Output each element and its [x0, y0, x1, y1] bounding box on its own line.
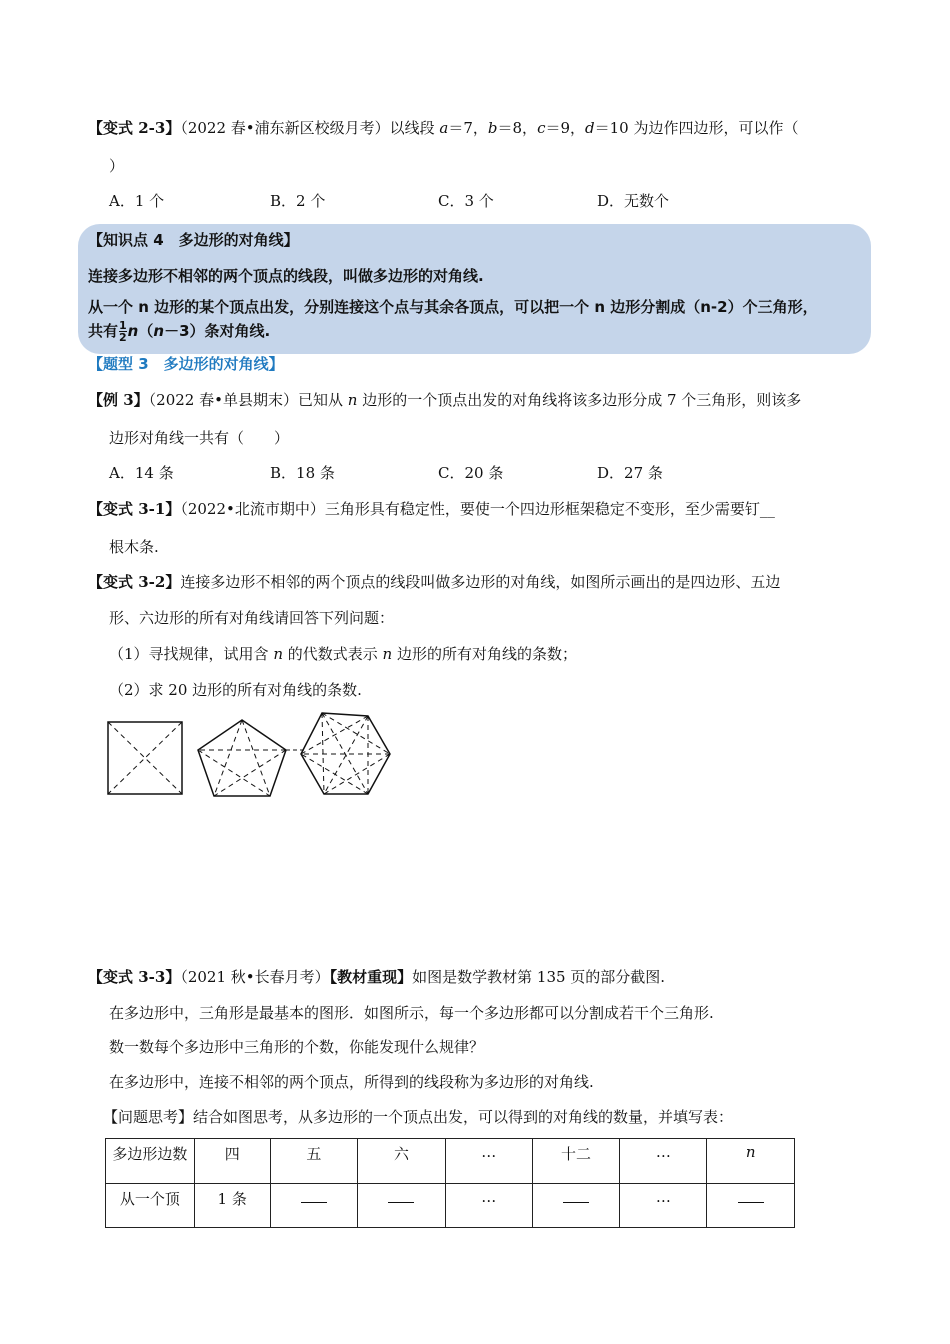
table-row	[106, 1183, 795, 1228]
ex3-tag: 【例 3】	[88, 391, 149, 409]
table-cell: 1 条	[194, 1183, 270, 1228]
v23-option-c: C．3 个	[438, 192, 494, 210]
v32-q1: （1）寻找规律，试用含 n 的代数式表示 n 边形的所有对角线的条数；	[109, 645, 577, 663]
ex3-option-c: C．20 条	[438, 464, 504, 482]
ex3-option-b: B．18 条	[270, 464, 335, 482]
table-cell-blank[interactable]	[532, 1183, 620, 1228]
v32-line1: 【变式 3-2】连接多边形不相邻的两个顶点的线段叫做多边形的对角线，如图所示画出的是四边形、五边	[88, 573, 781, 591]
v33-tag: 【变式 3-3】	[88, 968, 181, 986]
table-cell: 从一个顶	[106, 1183, 195, 1228]
table-cell: 四	[194, 1139, 270, 1184]
v33-p4: 【问题思考】结合如图思考，从多边形的一个顶点出发，可以得到的对角线的数量，并填写表：	[103, 1108, 734, 1126]
polygon-diagonals-figure	[100, 708, 400, 800]
quadrilateral-figure	[108, 722, 182, 794]
ex3-option-d: D．27 条	[597, 464, 663, 482]
val-b: ＝8，	[497, 119, 538, 137]
var-c: c	[537, 119, 546, 137]
ex3-option-a: A．14 条	[109, 464, 174, 482]
knowledge-line1: 连接多边形不相邻的两个顶点的线段，叫做多边形的对角线.	[88, 267, 484, 285]
var-a: a	[439, 119, 449, 137]
table-cell: …	[445, 1183, 532, 1228]
val-a: ＝7，	[448, 119, 488, 137]
v23-tag: 【变式 2-3】	[88, 119, 181, 137]
table-cell: 六	[358, 1139, 446, 1184]
table-cell: n	[707, 1139, 795, 1184]
table-cell: 五	[270, 1139, 358, 1184]
ex3-line1: 【例 3】（2022 春•单县期末）已知从 n 边形的一个顶点出发的对角线将该多边形分成 7 个三角形，则该多	[88, 391, 802, 409]
v33-p1: 在多边形中，三角形是最基本的图形．如图所示，每一个多边形都可以分割成若干个三角形.	[109, 1004, 714, 1022]
diagonal-count-table	[105, 1138, 795, 1228]
table-cell: …	[620, 1139, 707, 1184]
v23-line2: ）	[109, 157, 125, 175]
v33-p2: 数一数每个多边形中三角形的个数，你能发现什么规律？	[109, 1038, 485, 1056]
v31-line1: 【变式 3-1】（2022•北流市期中）三角形具有稳定性，要使一个四边形框架稳定不变形，至少需要钉__	[88, 500, 775, 518]
v23-option-b: B．2 个	[270, 192, 326, 210]
var-b: b	[487, 119, 498, 137]
v31-tag: 【变式 3-1】	[88, 500, 181, 518]
knowledge-line3: 共有 $\frac{1}{2}$ n（n－3）条对角线.	[88, 319, 271, 344]
table-cell: …	[445, 1139, 532, 1184]
v33-p3: 在多边形中，连接不相邻的两个顶点，所得到的线段称为多边形的对角线.	[109, 1073, 594, 1091]
val-c: ＝9，	[545, 119, 586, 137]
table-cell: …	[620, 1183, 707, 1228]
knowledge-title: 【知识点 4 多边形的对角线】	[88, 231, 299, 249]
v23-option-d: D．无数个	[597, 192, 670, 210]
v31-line2: 根木条.	[109, 538, 159, 556]
hexagon-figure	[301, 713, 390, 794]
table-cell: 十二	[532, 1139, 620, 1184]
type3-title: 【题型 3 多边形的对角线】	[88, 355, 284, 373]
val-d: ＝10 为边作四边形，可以作（	[594, 119, 799, 137]
table-cell-blank[interactable]	[707, 1183, 795, 1228]
fraction-half: $\frac{1}{2}$	[119, 319, 127, 344]
v23-line1	[88, 117, 798, 138]
v32-q2: （2）求 20 边形的所有对角线的条数.	[109, 681, 362, 699]
ex3-line2: 边形对角线一共有（ ）	[109, 429, 290, 447]
v32-line2: 形、六边形的所有对角线请回答下列问题：	[109, 609, 395, 627]
table-cell-blank[interactable]	[270, 1183, 358, 1228]
table-cell-blank[interactable]	[358, 1183, 446, 1228]
v23-source: （2022 春•浦东新区校级月考）	[180, 119, 390, 137]
var-d: d	[585, 119, 595, 137]
v23-option-a: A．1 个	[109, 192, 165, 210]
pentagon-figure	[198, 720, 286, 796]
table-cell: 多边形边数	[106, 1139, 195, 1184]
knowledge-line2: 从一个 n 边形的某个顶点出发，分别连接这个点与其余各顶点，可以把一个 n 边形分割成（n-2）个三角形，	[88, 298, 818, 316]
v23-text: 以线段	[389, 119, 440, 137]
v33-line1: 【变式 3-3】（2021 秋•长春月考）【教材重现】如图是数学教材第 135 页的部分截图.	[88, 968, 666, 986]
v32-tag: 【变式 3-2】	[88, 573, 181, 591]
table-row	[106, 1139, 795, 1184]
